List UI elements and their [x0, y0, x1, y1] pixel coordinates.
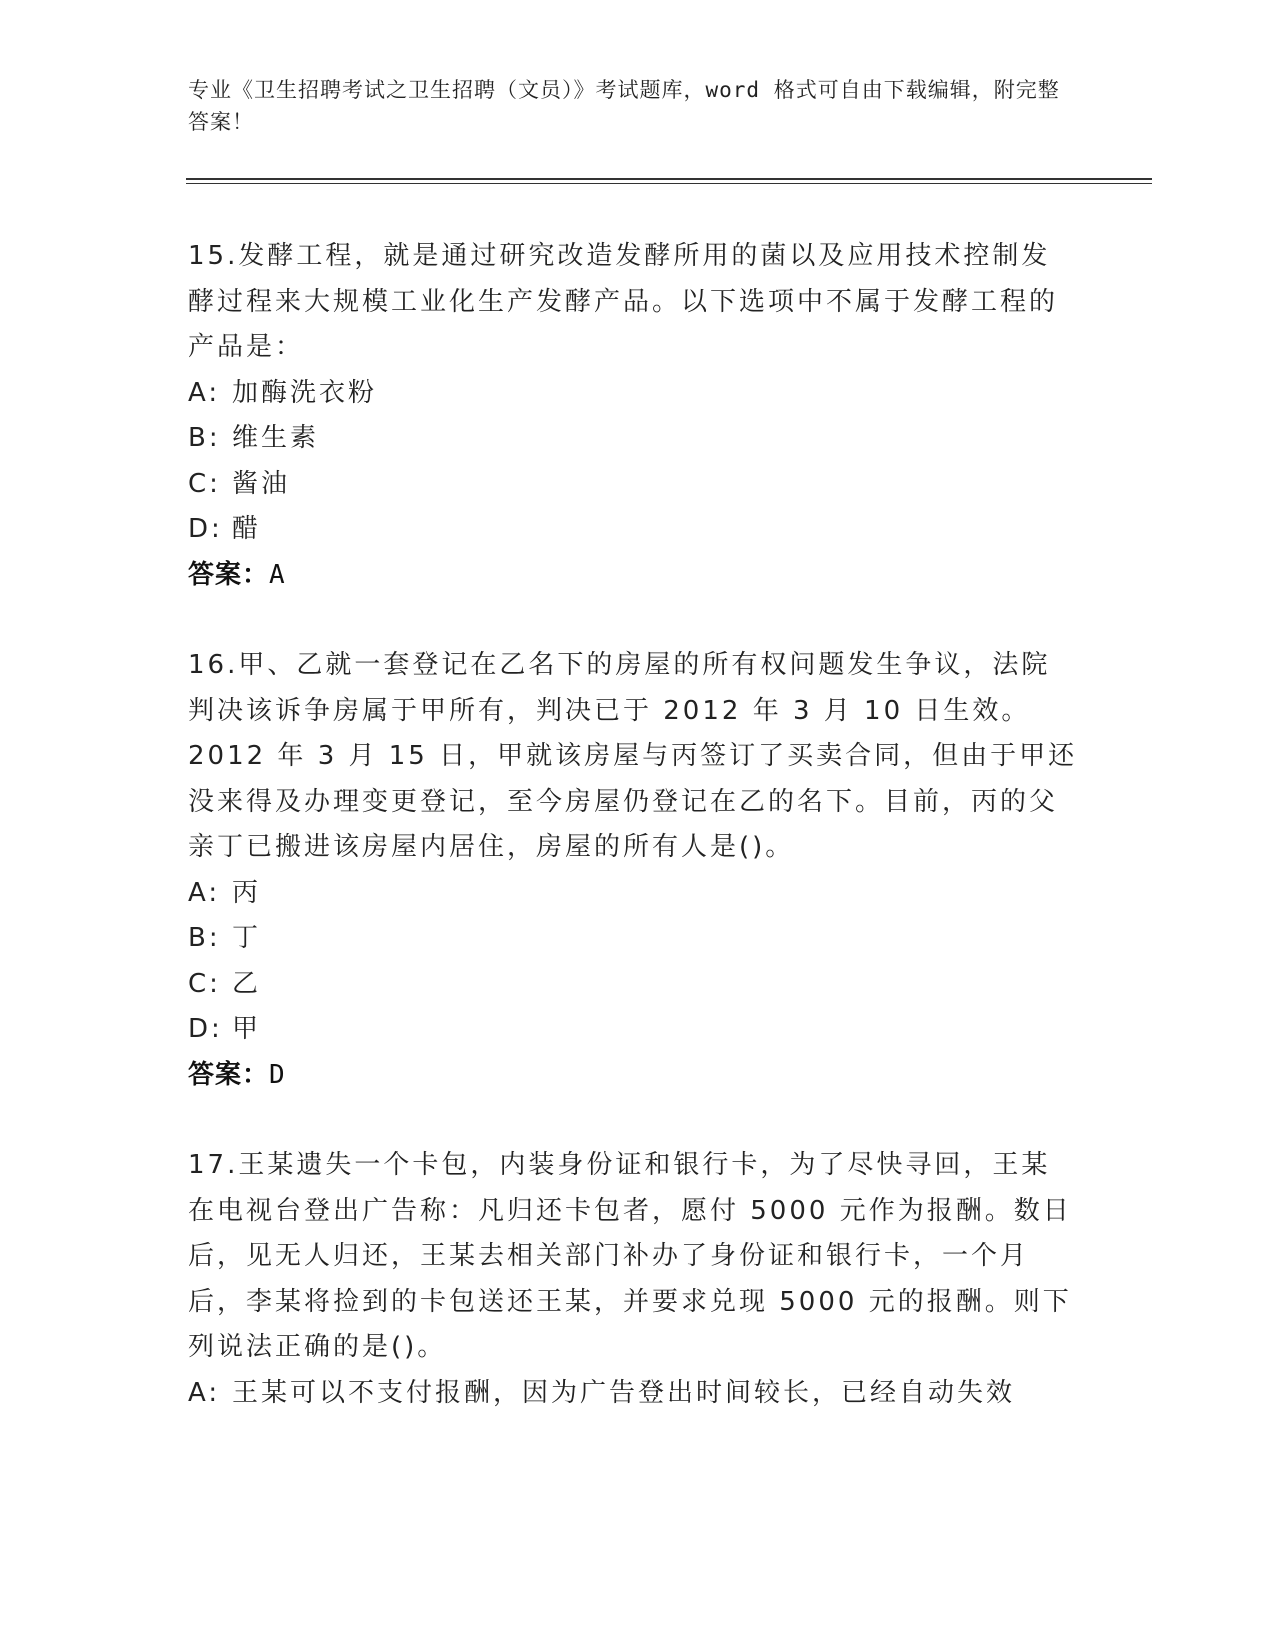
option-key: C: — [188, 468, 221, 499]
option-text: 加酶洗衣粉 — [232, 377, 378, 408]
answer-value: D — [269, 1059, 286, 1090]
question-stem: 17.王某遗失一个卡包，内装身份证和银行卡，为了尽快寻回，王某在电视台登出广告称：凡归还卡包者，愿付 5000 元作为报酬。数日后，见无人归还，王某去相关部门补办了身份证和银行卡，一个月后，李某将捡到的卡包送还王某，并要求兑现 5000 元的报酬。则下列说法正确的是()。 — [188, 1150, 1072, 1362]
option-key: A: — [188, 377, 221, 408]
option-a — [188, 871, 1078, 917]
option-b — [188, 916, 1078, 962]
option-c — [188, 462, 1078, 508]
option-text: 乙 — [232, 968, 262, 999]
option-text: 丙 — [232, 877, 262, 908]
option-a — [188, 371, 1078, 417]
answer-label: 答案： — [188, 1059, 270, 1090]
header-divider-thick — [186, 178, 1152, 180]
option-d — [188, 507, 1078, 553]
option-d — [188, 1007, 1078, 1053]
question-17 — [188, 1143, 1078, 1416]
question-list — [188, 234, 1078, 1461]
option-c — [188, 962, 1078, 1008]
question-15 — [188, 234, 1078, 598]
answer-label: 答案： — [188, 559, 270, 590]
option-key: D: — [188, 514, 223, 544]
option-key: D: — [188, 1014, 223, 1044]
option-text: 甲 — [232, 1014, 262, 1044]
option-key: C: — [188, 968, 221, 999]
option-key: B: — [188, 423, 221, 453]
option-a — [188, 1371, 1078, 1417]
question-stem: 15.发酵工程，就是通过研究改造发酵所用的菌以及应用技术控制发酵过程来大规模工业化生产发酵产品。以下选项中不属于发酵工程的产品是： — [188, 241, 1059, 362]
question-stem: 16.甲、乙就一套登记在乙名下的房屋的所有权问题发生争议，法院判决该诉争房属于甲所有，判决已于 2012 年 3 月 10 日生效。2012 年 3 月 15 日，甲就该房屋与丙签订了买卖合同，但由于甲还没来得及办理变更登记，至今房屋仍登记在乙的名下。目前，丙的父亲丁已搬进该房屋内居住，房屋的所有人是()。 — [188, 650, 1078, 862]
option-text: 酱油 — [232, 468, 291, 499]
option-key: A: — [188, 877, 221, 908]
header-divider-thin — [186, 183, 1152, 184]
option-key: B: — [188, 923, 221, 953]
option-b — [188, 416, 1078, 462]
option-text: 维生素 — [232, 423, 320, 453]
option-text: 丁 — [232, 923, 262, 953]
answer-line — [188, 1053, 1078, 1099]
option-text: 醋 — [232, 514, 262, 544]
document-header: 专业《卫生招聘考试之卫生招聘（文员）》考试题库，word 格式可自由下载编辑，附完整答案！ — [188, 78, 1060, 134]
option-key: A: — [188, 1377, 221, 1408]
answer-value: A — [269, 559, 286, 590]
option-text: 王某可以不支付报酬，因为广告登出时间较长，已经自动失效 — [232, 1377, 1016, 1408]
answer-line — [188, 553, 1078, 599]
question-16 — [188, 643, 1078, 1098]
